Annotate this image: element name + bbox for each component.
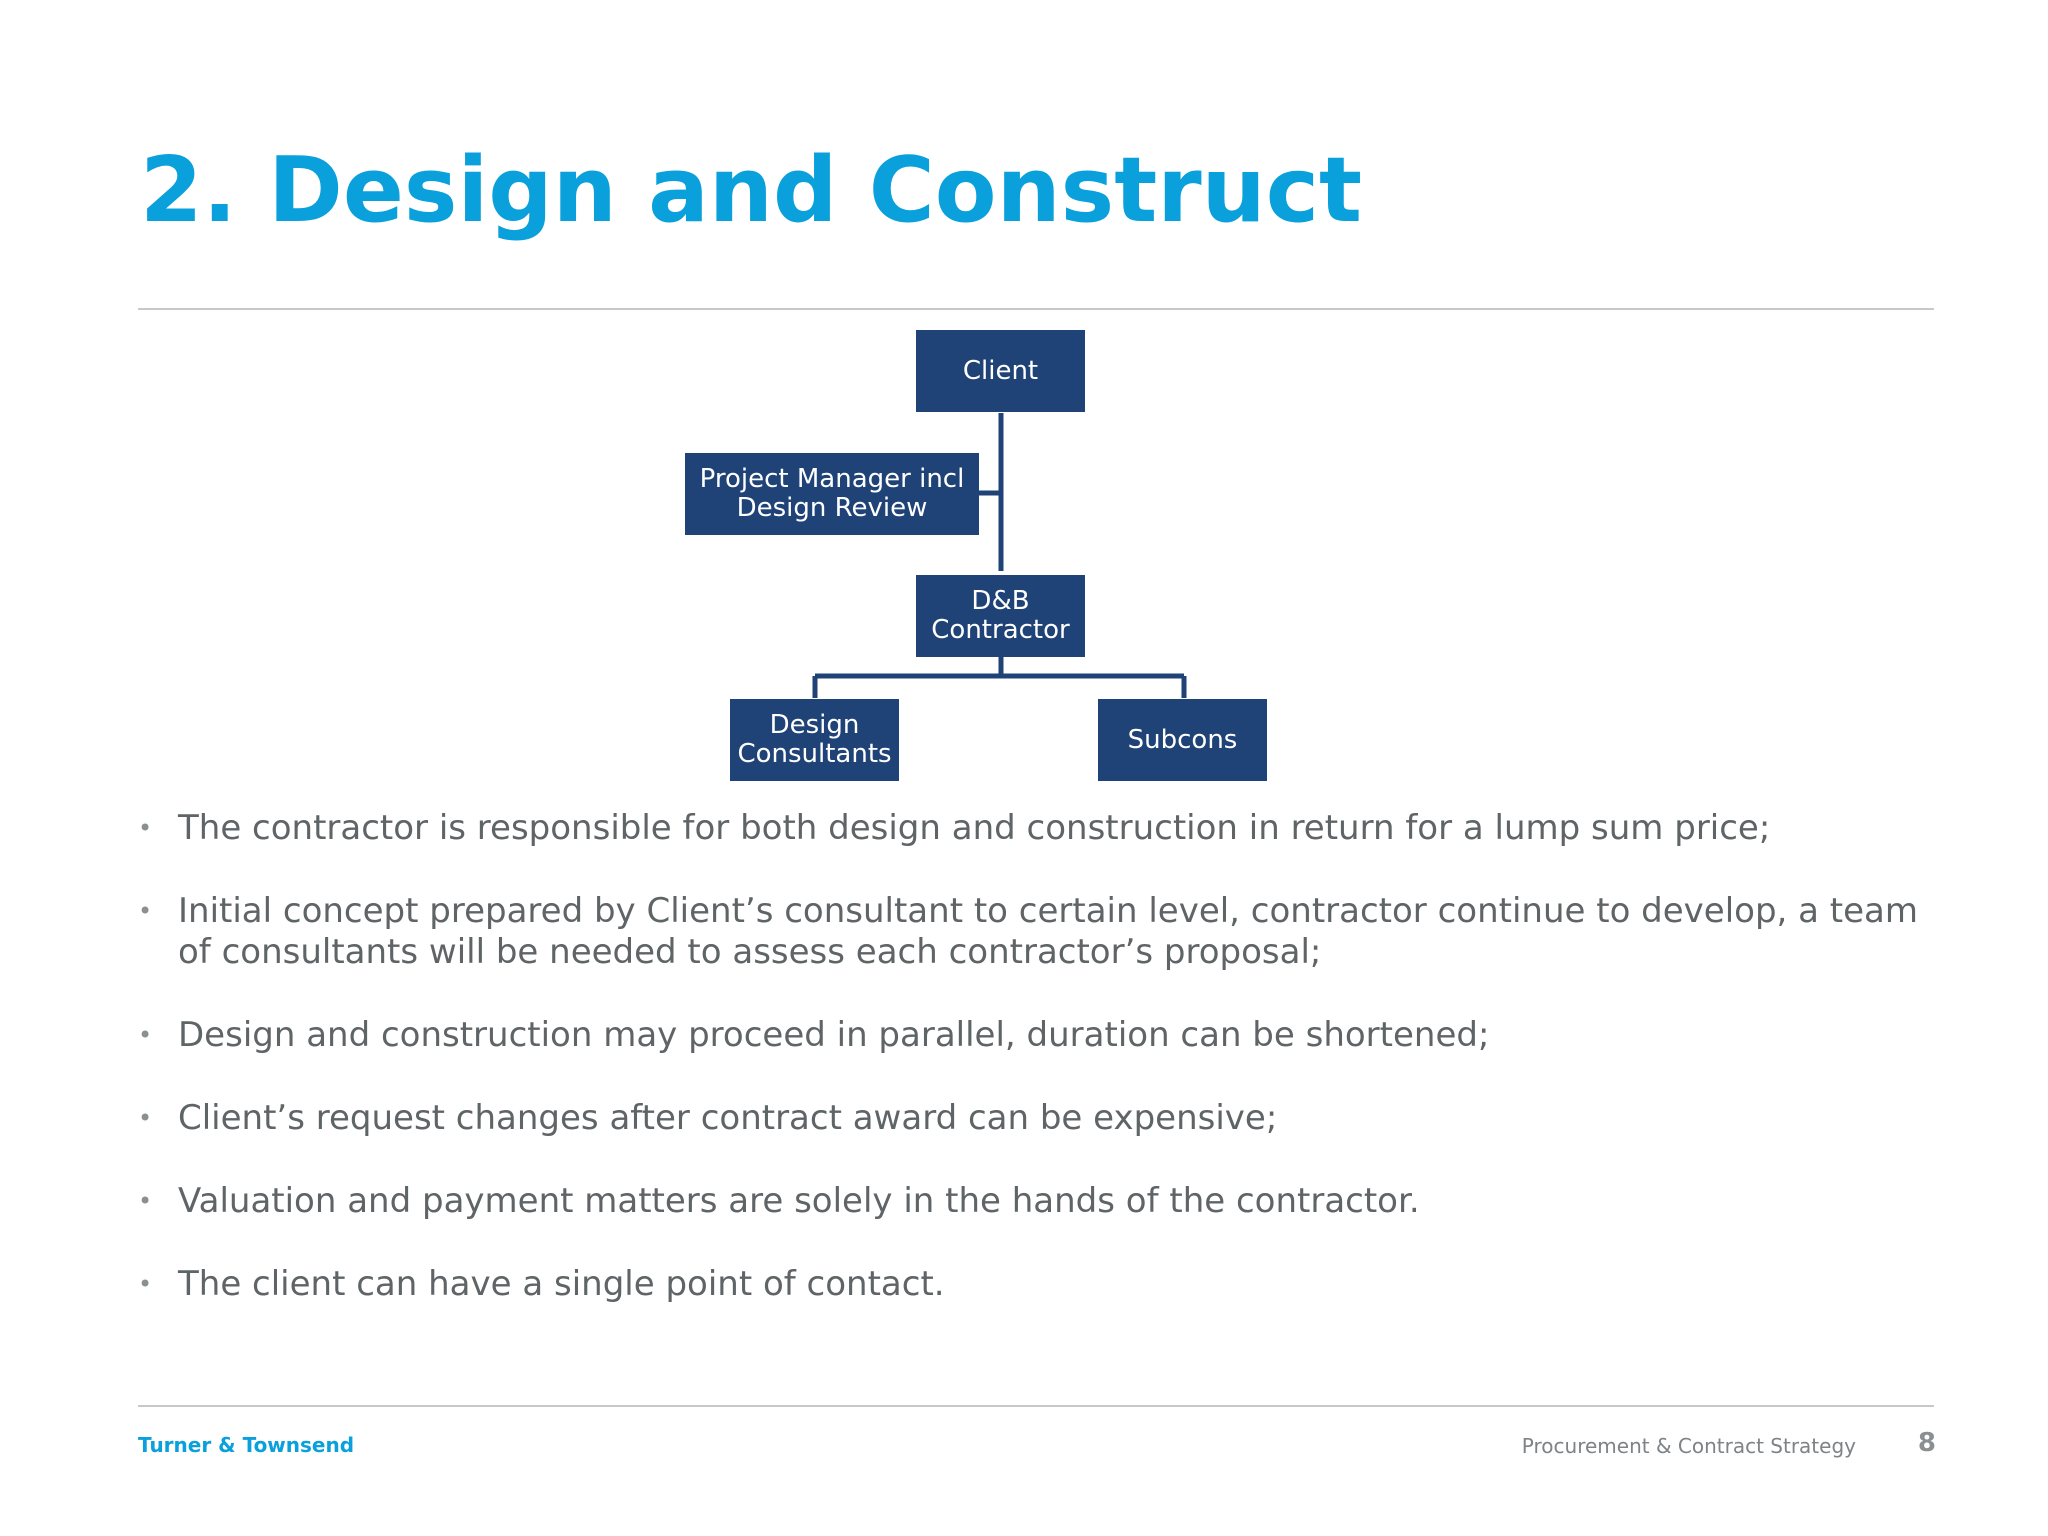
- subcons-label: Subcons: [1127, 724, 1238, 755]
- bullet-item: • Initial concept prepared by Client’s consultant to certain level, contractor continue to develop, a team of consultants will be needed to assess each contractor’s proposal;: [138, 891, 1919, 972]
- document-title: Procurement & Contract Strategy: [1521, 1434, 1856, 1458]
- subcons-box: [1098, 699, 1267, 781]
- project-manager-box: [685, 453, 979, 535]
- project-manager-label-line1: Project Manager incl: [699, 464, 965, 494]
- bullet-dot-icon: •: [138, 1270, 153, 1298]
- slide-title: 2. Design and Construct: [140, 138, 1363, 243]
- bullet-item: • The client can have a single point of contact.: [138, 1264, 945, 1304]
- contractor-label-line2: Contractor: [931, 615, 1070, 645]
- bullet-dot-icon: •: [138, 1187, 153, 1215]
- contractor-label-line1: D&B: [971, 586, 1030, 616]
- project-manager-label-line2: Design Review: [736, 493, 928, 523]
- bullet-dot-icon: •: [138, 814, 153, 842]
- bullet-dot-icon: •: [138, 1021, 153, 1049]
- design-consultants-label-line2: Consultants: [737, 739, 892, 769]
- bullet-item: • Design and construction may proceed in parallel, duration can be shortened;: [138, 1015, 1490, 1055]
- design-consultants-box: [730, 699, 899, 781]
- bullet-item: • Client’s request changes after contract award can be expensive;: [138, 1098, 1278, 1138]
- bullet-item: • Valuation and payment matters are solely in the hands of the contractor.: [138, 1181, 1420, 1221]
- brand-name: Turner & Townsend: [138, 1433, 355, 1457]
- bullet-dot-icon: •: [138, 1104, 153, 1132]
- bullet-item: • The contractor is responsible for both design and construction in return for a lump sum price;: [138, 808, 1771, 848]
- design-consultants-label-line1: Design: [769, 710, 860, 740]
- footer-divider: [138, 1405, 1934, 1407]
- client-box: [916, 330, 1085, 412]
- page-number: 8: [1917, 1428, 1936, 1458]
- bullet-list: [138, 808, 1938, 1347]
- client-label: Client: [962, 355, 1039, 386]
- bullet-dot-icon: •: [138, 897, 153, 925]
- contractor-box: [916, 575, 1085, 657]
